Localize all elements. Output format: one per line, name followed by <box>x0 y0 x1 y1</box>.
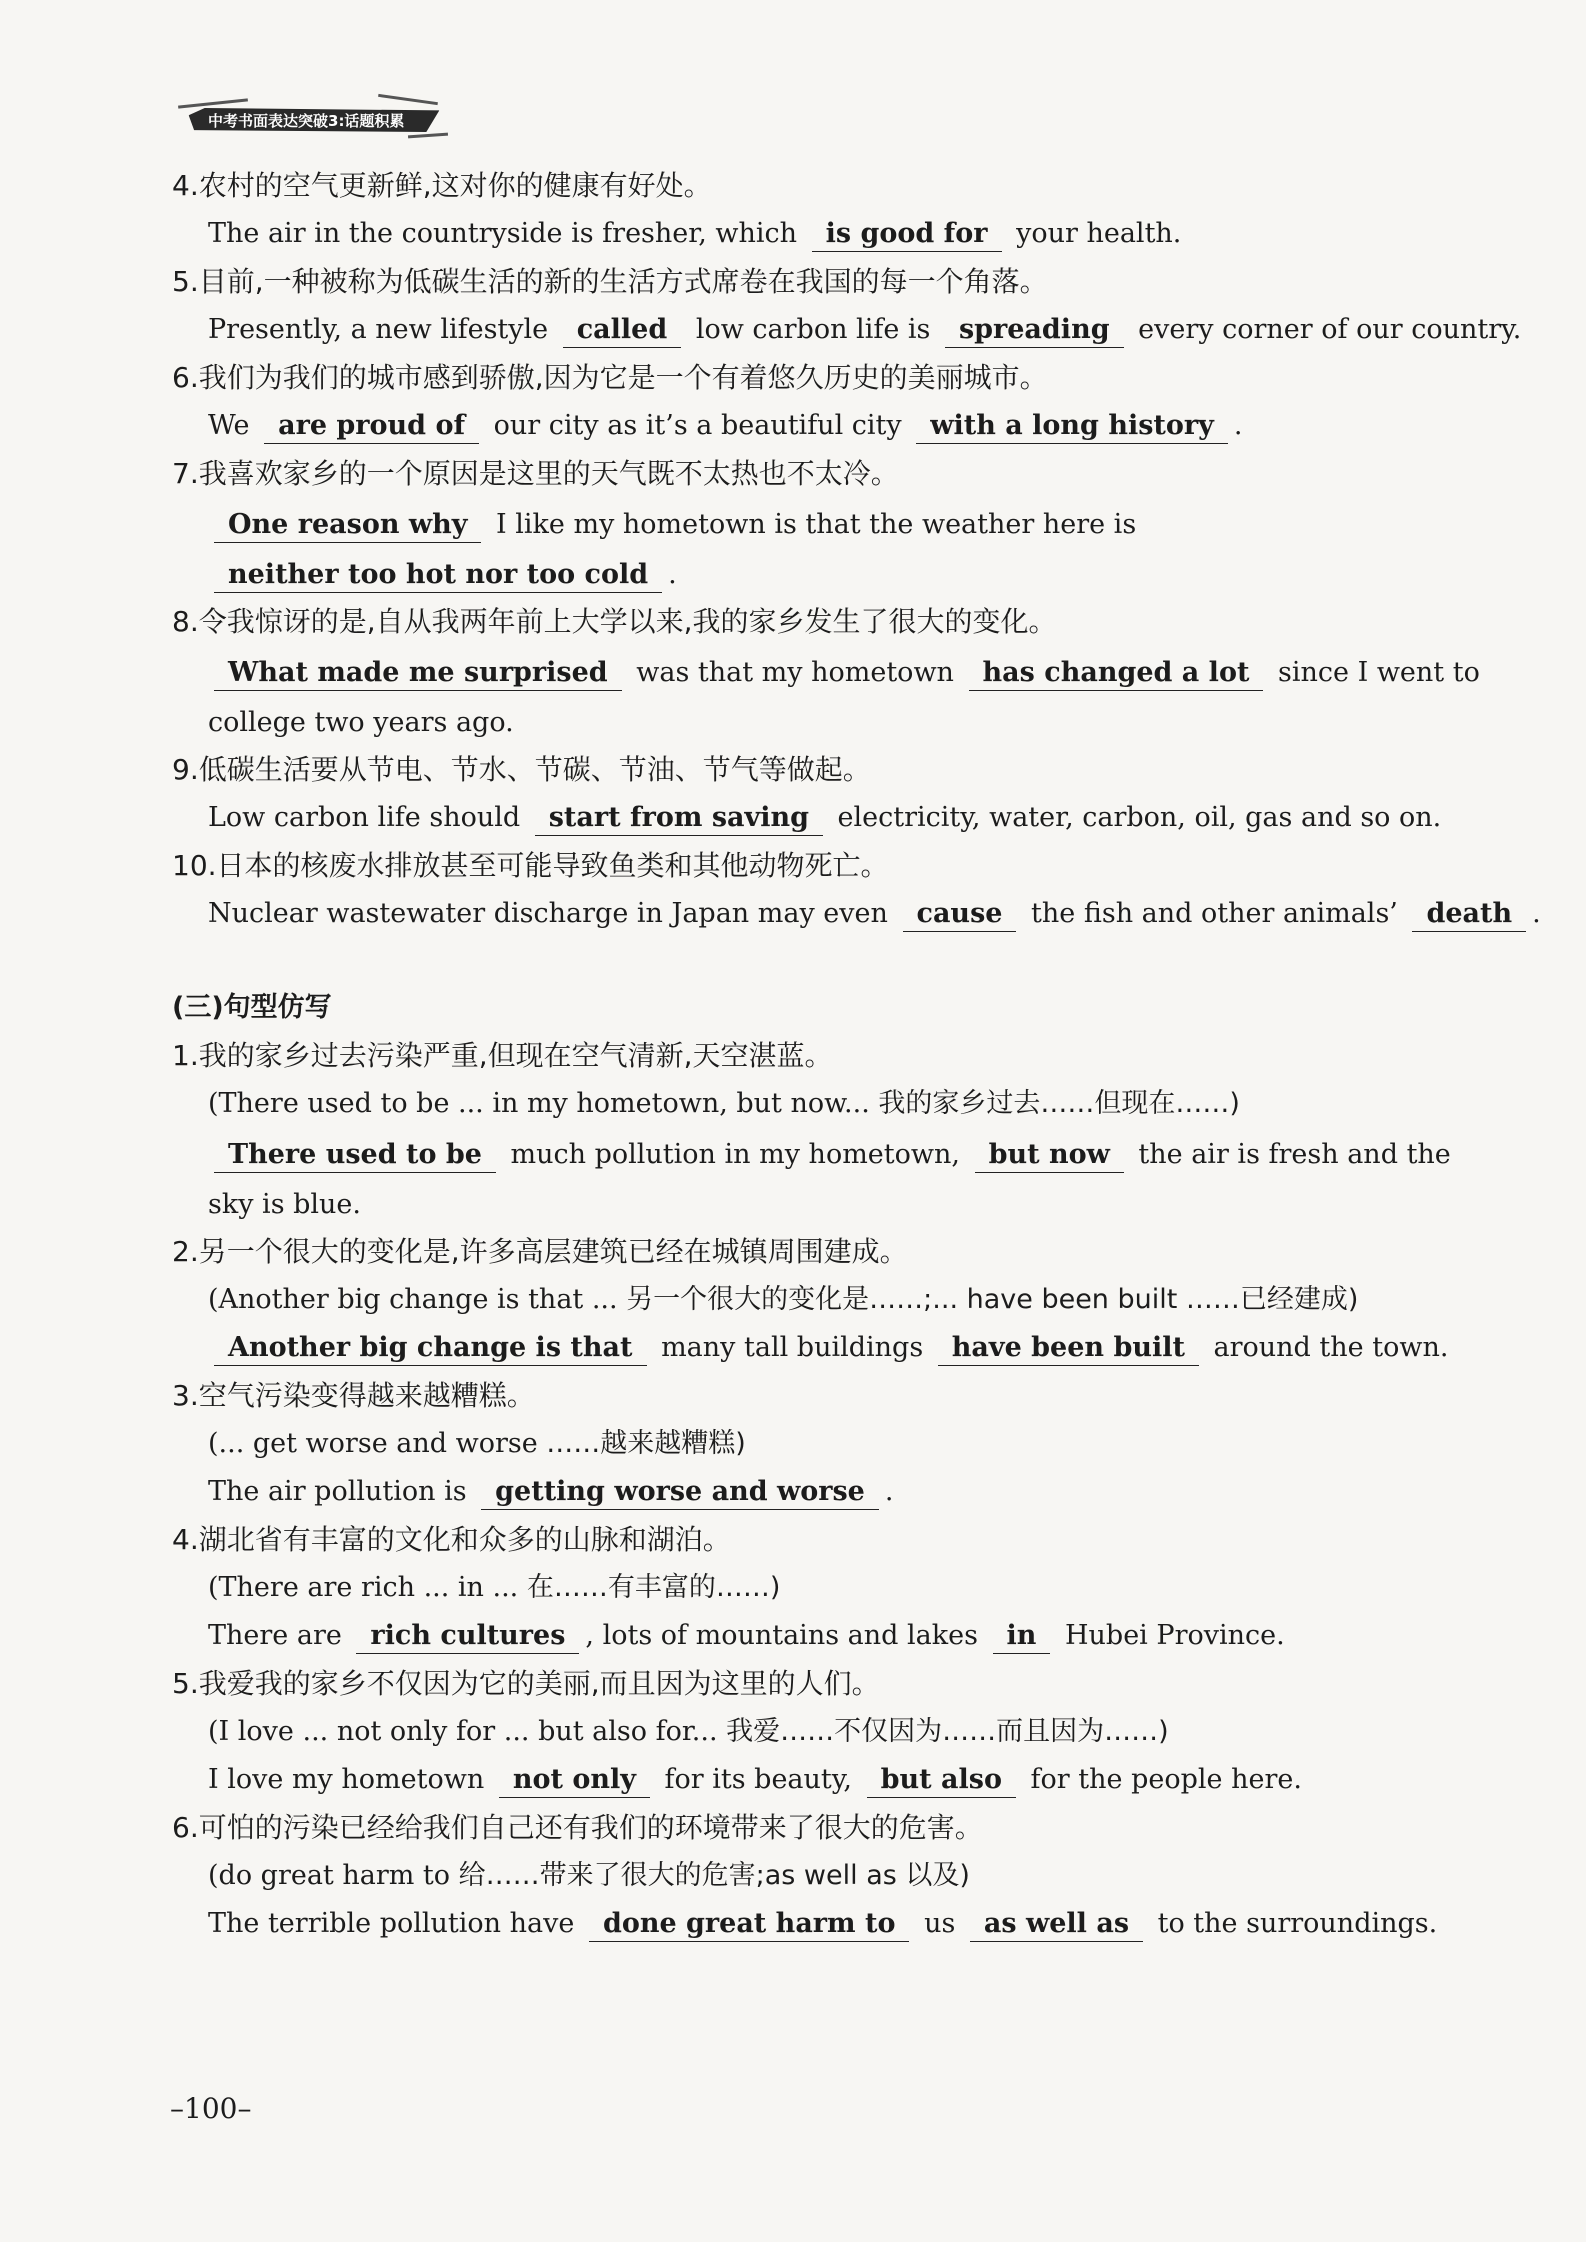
hint-chinese: 我的家乡过去……但现在……) <box>878 1088 1240 1119</box>
sentence-text: . <box>668 559 677 590</box>
chinese-prompt <box>172 1662 1492 1710</box>
sentence-text: The air in the countryside is fresher, which <box>208 218 806 249</box>
chinese-prompt <box>172 1230 1492 1278</box>
sentence-text: to the surroundings. <box>1149 1908 1438 1939</box>
chinese-prompt <box>172 844 1492 892</box>
answer-blank[interactable]: done great harm to <box>589 1907 910 1942</box>
sentence-text: for its beauty, <box>655 1764 861 1795</box>
sentence-text: Presently, a new lifestyle <box>208 314 557 345</box>
header-banner-text: 中考书面表达突破3:话题积累 <box>208 112 405 130</box>
sentence-text: was that my hometown <box>627 657 963 688</box>
exercise-item <box>172 1806 1492 1950</box>
pattern-hint <box>172 1566 1492 1614</box>
english-sentence <box>172 404 1492 452</box>
hint-english: (do great harm to <box>208 1860 459 1891</box>
sentence-text: us <box>915 1908 964 1939</box>
item-number: 4. <box>172 169 199 202</box>
answer-blank[interactable]: in <box>993 1619 1051 1654</box>
answer-blank[interactable]: as well as <box>970 1907 1143 1942</box>
answer-blank[interactable]: but now <box>975 1138 1124 1173</box>
translation-items <box>172 164 1541 940</box>
sentence-text: . <box>884 1476 894 1507</box>
chinese-prompt <box>172 1518 1492 1566</box>
chinese-text: 令我惊讶的是,自从我两年前上大学以来,我的家乡发生了很大的变化。 <box>198 605 1057 638</box>
sentence-text: since I went to college two years ago. <box>208 657 1480 738</box>
item-number: 8. <box>172 605 199 638</box>
answer-blank[interactable]: There used to be <box>214 1138 496 1173</box>
exercise-item <box>172 1034 1492 1230</box>
answer-blank[interactable]: getting worse and worse <box>481 1475 879 1510</box>
item-number: 6. <box>172 361 199 394</box>
answer-blank[interactable]: called <box>563 313 682 348</box>
pattern-hint <box>172 1854 1492 1902</box>
answer-blank[interactable]: death <box>1412 897 1526 932</box>
sentence-text: The air pollution is <box>208 1476 476 1507</box>
answer-blank[interactable]: is good for <box>812 217 1002 252</box>
sentence-text: Low carbon life should <box>208 802 529 833</box>
sentence-text: the air is fresh and the sky is blue. <box>208 1139 1451 1220</box>
pattern-hint <box>172 1278 1492 1326</box>
item-number: 5. <box>172 265 199 298</box>
chinese-prompt <box>172 452 1492 500</box>
sentence-text: much pollution in my hometown, <box>501 1139 969 1170</box>
sentence-text: . <box>1532 898 1541 929</box>
item-number: 5. <box>172 1667 199 1700</box>
exercise-item <box>172 1662 1492 1806</box>
exercise-item <box>172 164 1492 260</box>
answer-blank[interactable]: What made me surprised <box>214 656 622 691</box>
chinese-prompt <box>172 600 1492 648</box>
sentence-text: There are <box>208 1620 351 1651</box>
sentence-text: low carbon life is <box>687 314 939 345</box>
answer-blank[interactable]: have been built <box>938 1331 1199 1366</box>
exercise-content <box>172 164 1541 1950</box>
chinese-prompt <box>172 1374 1492 1422</box>
answer-blank[interactable]: with a long history <box>916 409 1228 444</box>
item-number: 7. <box>172 457 199 490</box>
pattern-hint <box>172 1710 1492 1758</box>
english-sentence <box>172 500 1492 600</box>
english-sentence <box>172 212 1492 260</box>
header-banner <box>178 96 448 142</box>
sentence-text: Hubei Province. <box>1056 1620 1285 1651</box>
answer-blank[interactable]: rich cultures <box>356 1619 579 1654</box>
item-number: 2. <box>172 1235 199 1268</box>
page-number: –100– <box>170 2092 252 2125</box>
answer-blank[interactable]: are proud of <box>264 409 479 444</box>
exercise-item <box>172 600 1492 748</box>
hint-chinese: 给……带来了很大的危害;as well as 以及) <box>458 1860 970 1891</box>
english-sentence <box>172 1758 1492 1806</box>
answer-blank[interactable]: neither too hot nor too cold <box>214 558 662 593</box>
answer-blank[interactable]: spreading <box>945 313 1124 348</box>
chinese-prompt <box>172 164 1492 212</box>
exercise-item <box>172 748 1492 844</box>
pattern-hint <box>172 1082 1492 1130</box>
exercise-item <box>172 356 1492 452</box>
english-sentence <box>172 1326 1492 1374</box>
chinese-text: 农村的空气更新鲜,这对你的健康有好处。 <box>198 169 712 202</box>
exercise-item <box>172 452 1492 600</box>
english-sentence <box>172 796 1492 844</box>
sentence-text: the fish and other animals’ <box>1022 898 1407 929</box>
chinese-text: 我的家乡过去污染严重,但现在空气清新,天空湛蓝。 <box>198 1039 833 1072</box>
hint-english: (There are rich ... in ... <box>208 1572 527 1603</box>
english-sentence <box>172 892 1541 940</box>
english-sentence <box>172 1470 1492 1518</box>
sentence-text: our city as it’s a beautiful city <box>485 410 911 441</box>
sentence-text: , lots of mountains and lakes <box>585 1620 987 1651</box>
exercise-item <box>172 1230 1492 1374</box>
answer-blank[interactable]: not only <box>499 1763 650 1798</box>
exercise-item <box>172 260 1522 356</box>
item-number: 10. <box>172 849 217 882</box>
sentence-text: electricity, water, carbon, oil, gas and so on. <box>828 802 1442 833</box>
sentence-text: I love my hometown <box>208 1764 493 1795</box>
sentence-text: every corner of our country. <box>1129 314 1522 345</box>
sentence-text: many tall buildings <box>652 1332 932 1363</box>
chinese-prompt <box>172 1806 1492 1854</box>
chinese-text: 我们为我们的城市感到骄傲,因为它是一个有着悠久历史的美丽城市。 <box>198 361 1048 394</box>
chinese-text: 我喜欢家乡的一个原因是这里的天气既不太热也不太冷。 <box>198 457 899 490</box>
pattern-imitation-items <box>172 1034 1492 1950</box>
english-sentence <box>172 648 1492 748</box>
sentence-text: your health. <box>1007 218 1182 249</box>
chinese-prompt <box>172 356 1492 404</box>
hint-chinese: ……越来越糟糕) <box>546 1428 746 1459</box>
item-number: 9. <box>172 753 199 786</box>
chinese-text: 日本的核废水排放甚至可能导致鱼类和其他动物死亡。 <box>216 849 889 882</box>
exercise-item <box>172 1518 1492 1662</box>
chinese-text: 另一个很大的变化是,许多高层建筑已经在城镇周围建成。 <box>198 1235 908 1268</box>
hint-english: (I love ... not only for ... but also for... <box>208 1716 727 1747</box>
english-sentence <box>172 1130 1492 1230</box>
sentence-text: around the town. <box>1204 1332 1449 1363</box>
chinese-text: 目前,一种被称为低碳生活的新的生活方式席卷在我国的每一个角落。 <box>198 265 1048 298</box>
section-title: (三)句型仿写 <box>172 992 332 1023</box>
sentence-text: . <box>1233 410 1243 441</box>
exercise-item <box>172 844 1541 940</box>
answer-blank[interactable]: One reason why <box>214 508 481 543</box>
hint-chinese: 我爱……不仅因为……而且因为……) <box>726 1716 1169 1747</box>
chinese-text: 湖北省有丰富的文化和众多的山脉和湖泊。 <box>198 1523 731 1556</box>
chinese-prompt <box>172 1034 1492 1082</box>
english-sentence <box>172 1614 1492 1662</box>
pattern-hint <box>172 1422 1492 1470</box>
chinese-text: 空气污染变得越来越糟糕。 <box>198 1379 535 1412</box>
exercise-item <box>172 1374 1492 1518</box>
answer-blank[interactable]: but also <box>867 1763 1016 1798</box>
answer-blank[interactable]: start from saving <box>535 801 823 836</box>
item-number: 6. <box>172 1811 199 1844</box>
item-number: 4. <box>172 1523 199 1556</box>
sentence-text: Nuclear wastewater discharge in Japan may even <box>208 898 897 929</box>
answer-blank[interactable]: Another big change is that <box>214 1331 647 1366</box>
item-number: 1. <box>172 1039 199 1072</box>
english-sentence <box>172 1902 1492 1950</box>
sentence-text: I like my hometown is that the weather here is <box>487 509 1137 540</box>
sentence-text: for the people here. <box>1021 1764 1302 1795</box>
hint-chinese: 另一个很大的变化是……;... have been built ……已经建成) <box>626 1284 1359 1315</box>
chinese-prompt <box>172 260 1492 308</box>
sentence-text: The terrible pollution have <box>208 1908 583 1939</box>
hint-english: (Another big change is that ... <box>208 1284 627 1315</box>
item-number: 3. <box>172 1379 199 1412</box>
chinese-text: 可怕的污染已经给我们自己还有我们的环境带来了很大的危害。 <box>198 1811 983 1844</box>
hint-english: (There used to be ... in my hometown, but now... <box>208 1088 879 1119</box>
hint-english: (... get worse and worse <box>208 1428 547 1459</box>
answer-blank[interactable]: has changed a lot <box>969 656 1264 691</box>
chinese-prompt <box>172 748 1492 796</box>
chinese-text: 我爱我的家乡不仅因为它的美丽,而且因为这里的人们。 <box>198 1667 880 1700</box>
answer-blank[interactable]: cause <box>903 897 1017 932</box>
sentence-text: We <box>208 410 259 441</box>
hint-chinese: 在……有丰富的……) <box>526 1572 781 1603</box>
english-sentence <box>172 308 1522 356</box>
chinese-text: 低碳生活要从节电、节水、节碳、节油、节气等做起。 <box>198 753 871 786</box>
